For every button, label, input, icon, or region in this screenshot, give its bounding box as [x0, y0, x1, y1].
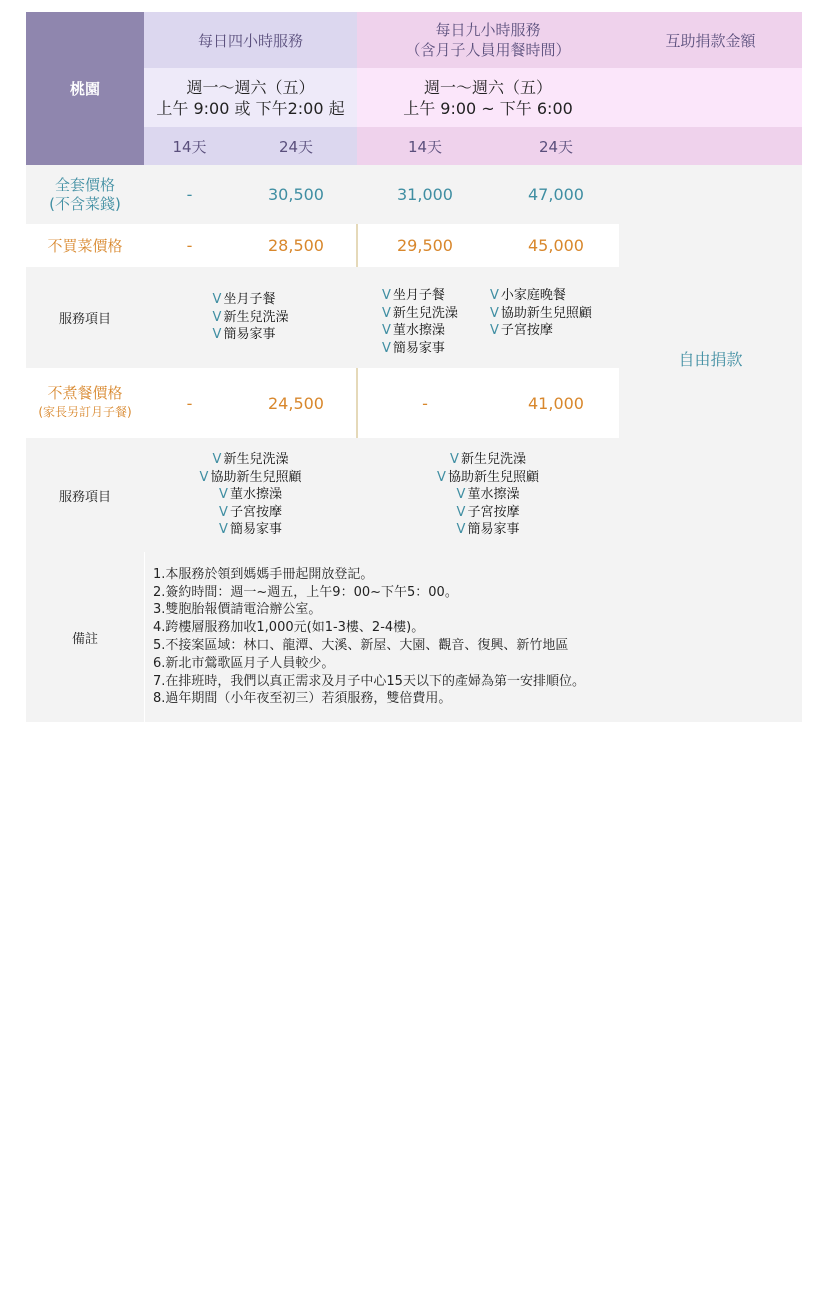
note-item: 1.本服務於領到媽媽手冊起開放登記。	[153, 566, 374, 582]
price-value: 31,000	[397, 185, 453, 204]
check-mark: V	[490, 288, 499, 303]
check-mark: V	[456, 504, 466, 520]
price-value: 47,000	[528, 185, 584, 204]
price-value: 30,500	[268, 185, 324, 204]
no-cooking-label-line1: 不煮餐價格	[47, 384, 123, 402]
services-nine-hour	[357, 267, 619, 368]
service-item	[450, 451, 526, 469]
service-item	[219, 504, 282, 522]
service-item	[382, 287, 490, 305]
check-mark: V	[219, 522, 228, 538]
no-grocery-value	[235, 224, 357, 267]
service-item	[490, 322, 592, 340]
check-mark: V	[212, 452, 222, 468]
check-mark: V	[382, 288, 391, 303]
services-list	[213, 291, 289, 344]
check-mark: V	[490, 305, 499, 321]
check-mark: V	[219, 487, 228, 503]
service-item	[213, 326, 289, 344]
full-price-label	[26, 165, 144, 224]
no-cooking-value	[357, 368, 493, 438]
service-item-label: 新生兒洗澡	[223, 452, 289, 468]
check-mark: V	[219, 504, 228, 520]
nine-hour-header	[357, 12, 619, 68]
price-value: 29,500	[397, 236, 453, 255]
nine-hour-header-line2: （含月子人員用餐時間）	[405, 41, 571, 59]
region-cell	[26, 12, 144, 165]
service-item-label: 協助新生兒照顧	[500, 305, 592, 321]
price-value: 24,500	[268, 393, 324, 413]
service-item-label: 新生兒洗澡	[460, 452, 526, 468]
service-item-label: 簡易家事	[229, 522, 282, 538]
service-item	[457, 521, 520, 539]
no-cooking-value	[144, 368, 235, 438]
service-item-label: 子宮按摩	[467, 504, 520, 520]
service-item	[382, 340, 490, 358]
no-cooking-label	[26, 368, 144, 438]
service-item-label: 子宮按摩	[500, 323, 553, 338]
check-mark: V	[199, 469, 209, 485]
nine-hour-header-line1: 每日九小時服務	[435, 21, 541, 39]
full-price-value	[144, 165, 235, 224]
service-item-label: 簡易家事	[392, 340, 445, 356]
services-list	[200, 451, 302, 539]
full-price-value	[357, 165, 493, 224]
full-price-value	[235, 165, 357, 224]
donation-value-cell	[619, 165, 802, 552]
service-item	[219, 486, 282, 504]
service-item	[437, 469, 539, 487]
full-price-label-line2: (不含菜錢)	[49, 194, 121, 213]
check-mark: V	[456, 522, 466, 538]
service-item-label: 新生兒洗澡	[223, 309, 289, 325]
four-hour-schedule-time: 上午 9:00 或 下午2:00 起	[156, 98, 345, 118]
duration-14-nine	[357, 127, 493, 165]
check-mark: V	[382, 323, 391, 338]
note-item: 5.不接案區域：林口、龍潭、大溪、新屋、大園、觀音、復興、新竹地區	[153, 638, 569, 653]
price-value: 28,500	[268, 236, 324, 255]
no-grocery-label-text: 不買菜價格	[47, 237, 123, 255]
services-list-col1	[382, 287, 490, 357]
service-item-label: 子宮按摩	[229, 504, 282, 520]
service-item	[219, 521, 282, 539]
price-value: -	[186, 393, 193, 413]
service-item	[382, 322, 490, 340]
check-mark: V	[490, 323, 499, 338]
check-mark: V	[437, 469, 446, 485]
four-hour-header-label: 每日四小時服務	[197, 31, 303, 50]
duration-label: 14天	[172, 137, 207, 156]
note-item: 8.過年期間（小年夜至初三）若須服務，雙倍費用。	[153, 691, 452, 707]
service-item	[213, 291, 289, 309]
check-mark: V	[456, 487, 466, 503]
service-item-label: 協助新生兒照顧	[210, 469, 302, 485]
duration-label: 14天	[407, 137, 443, 156]
services-nine-hour	[357, 438, 619, 552]
row-divider	[356, 224, 358, 267]
service-item-label: 小家庭晚餐	[500, 288, 566, 303]
donation-header	[619, 12, 802, 68]
note-item: 2.簽約時間：週一~週五，上午9：00~下午5：00。	[153, 584, 458, 600]
service-item-label: 坐月子餐	[223, 292, 276, 308]
nine-hour-schedule-time: 上午 9:00 ~ 下午 6:00	[403, 98, 573, 118]
services-list	[437, 451, 539, 539]
duration-label: 24天	[278, 137, 314, 156]
service-item-label: 菫水擦澡	[392, 323, 445, 338]
service-item	[213, 309, 289, 327]
four-hour-schedule	[144, 68, 357, 127]
service-item	[457, 486, 520, 504]
donation-header-label: 互助捐款金額	[665, 31, 756, 50]
check-mark: V	[450, 452, 459, 468]
service-item	[382, 305, 490, 323]
service-item	[457, 504, 520, 522]
check-mark: V	[212, 327, 222, 343]
region-label: 桃園	[69, 80, 100, 98]
duration-14-four	[144, 127, 235, 165]
no-grocery-value	[144, 224, 235, 267]
services-four-hour	[144, 438, 357, 552]
duration-24-four	[235, 127, 357, 165]
row-divider	[356, 368, 358, 438]
duration-24-nine	[493, 127, 619, 165]
full-price-value	[493, 165, 619, 224]
no-cooking-value	[493, 368, 619, 438]
price-value: 41,000	[528, 393, 584, 413]
service-item-label: 簡易家事	[223, 327, 276, 343]
check-mark: V	[382, 305, 391, 321]
donation-value: 自由捐款	[678, 350, 743, 369]
note-item: 4.跨樓層服務加收1,000元(如1-3樓、2-4樓)。	[153, 620, 425, 636]
services-label	[26, 438, 144, 552]
check-mark: V	[212, 309, 222, 325]
service-item-label: 坐月子餐	[392, 288, 445, 303]
no-cooking-label-line2: (家長另訂月子餐)	[38, 405, 132, 419]
services-label-text: 服務項目	[58, 312, 111, 327]
notes-list	[153, 566, 585, 708]
nine-hour-schedule	[357, 68, 619, 127]
no-grocery-value	[357, 224, 493, 267]
service-item-label: 簡易家事	[467, 522, 520, 538]
service-item	[213, 451, 289, 469]
service-item-label: 新生兒洗澡	[392, 305, 458, 321]
note-item: 3.雙胞胎報價請電洽辦公室。	[153, 602, 322, 618]
note-item: 7.在排班時，我們以真正需求及月子中心15天以下的產婦為第一安排順位。	[153, 673, 585, 689]
price-value: -	[186, 236, 193, 255]
services-label	[26, 267, 144, 368]
services-four-hour	[144, 267, 357, 368]
no-grocery-value	[493, 224, 619, 267]
service-item	[490, 305, 592, 323]
four-hour-schedule-days: 週一～週六（五）	[186, 77, 315, 97]
duration-label: 24天	[538, 137, 574, 156]
four-hour-header	[144, 12, 357, 68]
service-item	[490, 287, 592, 305]
duration-donation-cell	[619, 127, 802, 165]
no-cooking-value	[235, 368, 357, 438]
price-value: -	[422, 393, 428, 413]
note-item: 6.新北市鶯歌區月子人員較少。	[153, 655, 335, 671]
price-value: -	[186, 185, 193, 204]
check-mark: V	[212, 292, 222, 308]
check-mark: V	[382, 340, 391, 356]
nine-hour-schedule-days: 週一～週六（五）	[423, 77, 552, 97]
notes-label-text: 備註	[71, 631, 98, 647]
no-grocery-label	[26, 224, 144, 267]
donation-schedule-cell	[619, 68, 802, 127]
notes-content	[144, 552, 802, 722]
services-label-text: 服務項目	[58, 489, 111, 505]
full-price-label-line1: 全套價格	[54, 175, 115, 194]
services-list-col2	[490, 287, 592, 340]
service-item-label: 菫水擦澡	[467, 487, 520, 503]
service-item	[200, 469, 302, 487]
service-item-label: 菫水擦澡	[229, 487, 282, 503]
price-value: 45,000	[528, 236, 584, 255]
notes-label	[26, 552, 144, 722]
service-item-label: 協助新生兒照顧	[447, 469, 539, 485]
